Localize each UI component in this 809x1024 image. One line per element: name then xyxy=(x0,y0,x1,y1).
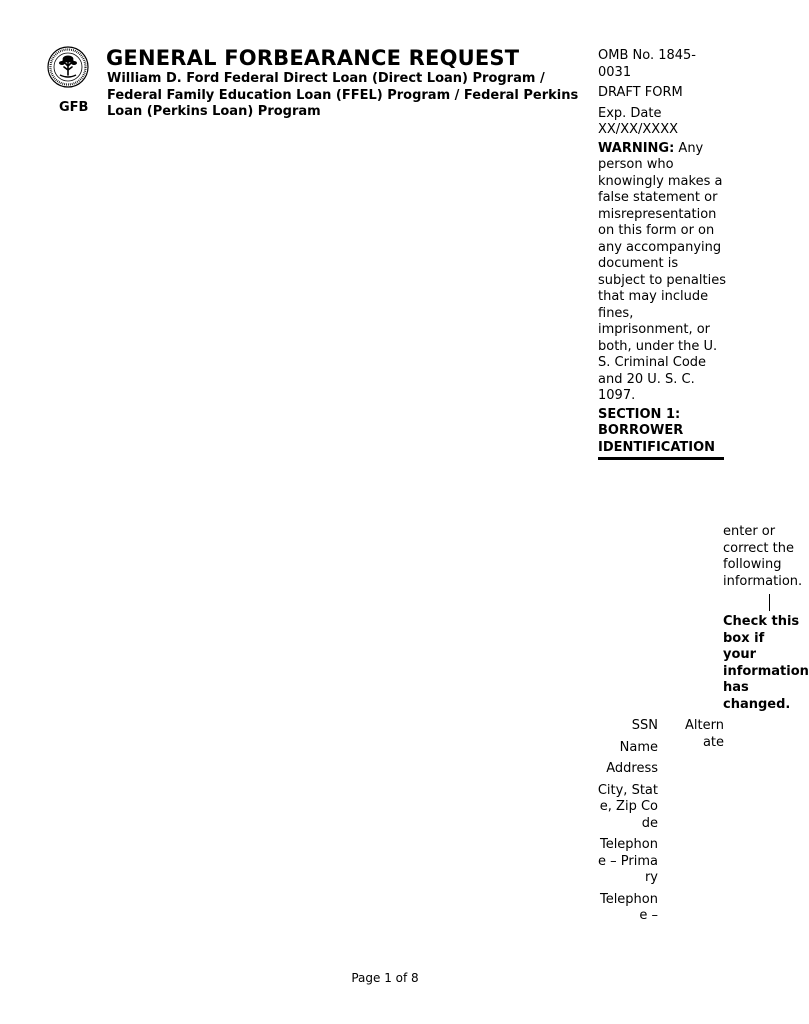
form-info-column xyxy=(598,48,726,460)
section-1-title: SECTION 1: BORROWER IDENTIFICATION xyxy=(598,407,724,461)
ssn-label: SSN xyxy=(631,718,658,733)
info-changed-checkbox-label xyxy=(723,614,809,713)
alternate-label: Alternate xyxy=(685,718,724,750)
form-code: GFB xyxy=(59,100,89,115)
form-subtitle: William D. Ford Federal Direct Loan (Direct Loan) Program / Federal Family Education Loan (FFEL) Program / Federal Perkins Loan (Perkins Loan) Program xyxy=(107,71,579,119)
check-note-line: Check this xyxy=(723,614,800,629)
check-note-line: box if xyxy=(723,630,765,646)
page-number: Page 1 of 8 xyxy=(351,971,419,985)
expiration-date: Exp. Date XX/XX/XXXX xyxy=(598,105,679,137)
check-note-line: changed. xyxy=(723,696,791,712)
instruction-text xyxy=(723,524,803,590)
instruction-line: following xyxy=(723,557,782,572)
warning-label: WARNING: xyxy=(598,140,675,156)
telephone-primary-label: Telephone – Primary xyxy=(598,837,658,885)
telephone-alternate-label: Telephone – xyxy=(599,891,658,923)
check-note-line: has xyxy=(723,680,749,695)
check-note-line: your xyxy=(723,647,757,662)
check-note-line: information xyxy=(723,663,809,679)
warning-text: Any person who knowingly makes a false statement or misrepresentation on this form or on any accompanying document is subject to penalties that may include fines, imprisonment, or both, under the U. S. Criminal Code and 20 U. S. C. 1097. xyxy=(598,140,726,403)
instruction-line: enter or xyxy=(723,524,776,539)
instruction-line: correct the xyxy=(723,540,794,556)
city-state-zip-label: City, State, Zip Code xyxy=(597,782,658,831)
form-title: GENERAL FORBEARANCE REQUEST xyxy=(106,46,520,70)
instruction-line: information. xyxy=(723,573,803,589)
omb-number: OMB No. 1845-0031 xyxy=(598,48,696,80)
warning-notice xyxy=(598,141,726,405)
name-label: Name xyxy=(619,739,658,755)
checkbox-edge[interactable] xyxy=(769,594,770,611)
borrower-field-labels xyxy=(597,718,658,930)
draft-label: DRAFT FORM xyxy=(598,85,683,100)
department-seal-icon xyxy=(47,46,89,88)
address-label: Address xyxy=(606,761,658,776)
